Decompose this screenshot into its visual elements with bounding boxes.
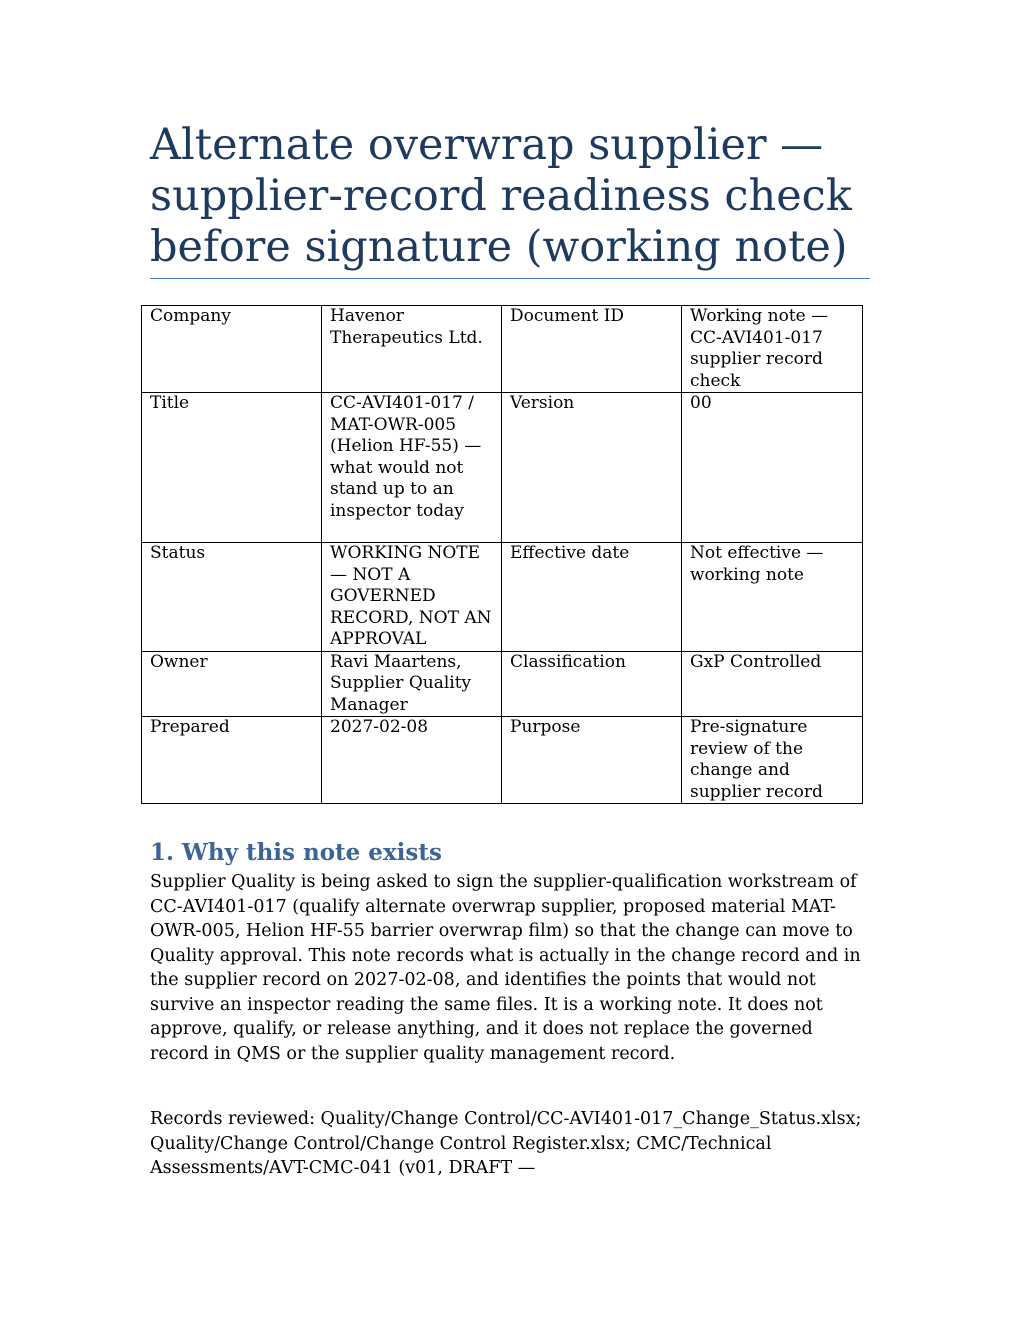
- document-metadata-table: [141, 305, 863, 804]
- meta-label-classification: Classification: [502, 651, 682, 717]
- meta-label-owner: Owner: [142, 651, 322, 717]
- meta-label-company: Company: [142, 306, 322, 393]
- meta-value-status: WORKING NOTE — NOT A GOVERNED RECORD, NOT AN APPROVAL: [322, 543, 502, 652]
- meta-value-prepared: 2027-02-08: [322, 717, 502, 804]
- meta-label-document-id: Document ID: [502, 306, 682, 393]
- table-row: [142, 651, 863, 717]
- meta-value-owner: Ravi Maartens, Supplier Quality Manager: [322, 651, 502, 717]
- meta-value-effective-date: Not effective — working note: [682, 543, 863, 652]
- meta-value-title: CC-AVI401-017 / MAT-OWR-005 (Helion HF-55) — what would not stand up to an inspector today: [322, 393, 502, 543]
- meta-label-status: Status: [142, 543, 322, 652]
- meta-label-purpose: Purpose: [502, 717, 682, 804]
- table-row: [142, 543, 863, 652]
- meta-value-version: 00: [682, 393, 863, 543]
- document-title: Alternate overwrap supplier — supplier-record readiness check before signature (working note): [150, 120, 852, 272]
- meta-label-effective-date: Effective date: [502, 543, 682, 652]
- table-row: [142, 717, 863, 804]
- meta-value-document-id: Working note — CC-AVI401-017 supplier record check: [682, 306, 863, 393]
- meta-label-title: Title: [142, 393, 322, 543]
- section-paragraph: Supplier Quality is being asked to sign the supplier-qualification workstream of CC-AVI401-017 (qualify alternate overwrap supplier, proposed material MAT-OWR-005, Helion HF-55 barrier overwrap film) so that the change can move to Quality approval. This note records what is actually in the change record and in the supplier record on 2027-02-08, and identifies the points that would not survive an inspector reading the same files. It is a working note. It does not approve, qualify, or release anything, and it does not replace the governed record in QMS or the supplier quality management record.: [150, 872, 861, 1064]
- meta-label-version: Version: [502, 393, 682, 543]
- table-row: [142, 393, 863, 543]
- meta-label-prepared: Prepared: [142, 717, 322, 804]
- meta-value-purpose: Pre-signature review of the change and supplier record: [682, 717, 863, 804]
- section-heading-why-this-note-exists: 1. Why this note exists: [150, 839, 442, 866]
- meta-value-classification: GxP Controlled: [682, 651, 863, 717]
- table-row: [142, 306, 863, 393]
- records-reviewed-paragraph: Records reviewed: Quality/Change Control/CC-AVI401-017_Change_Status.xlsx; Quality/Change Control/Change Control Register.xlsx; CMC/Technical Assessments/AVT-CMC-041 (v01, DRAFT —: [150, 1109, 862, 1178]
- title-divider: [150, 278, 870, 279]
- meta-value-company: Havenor Therapeutics Ltd.: [322, 306, 502, 393]
